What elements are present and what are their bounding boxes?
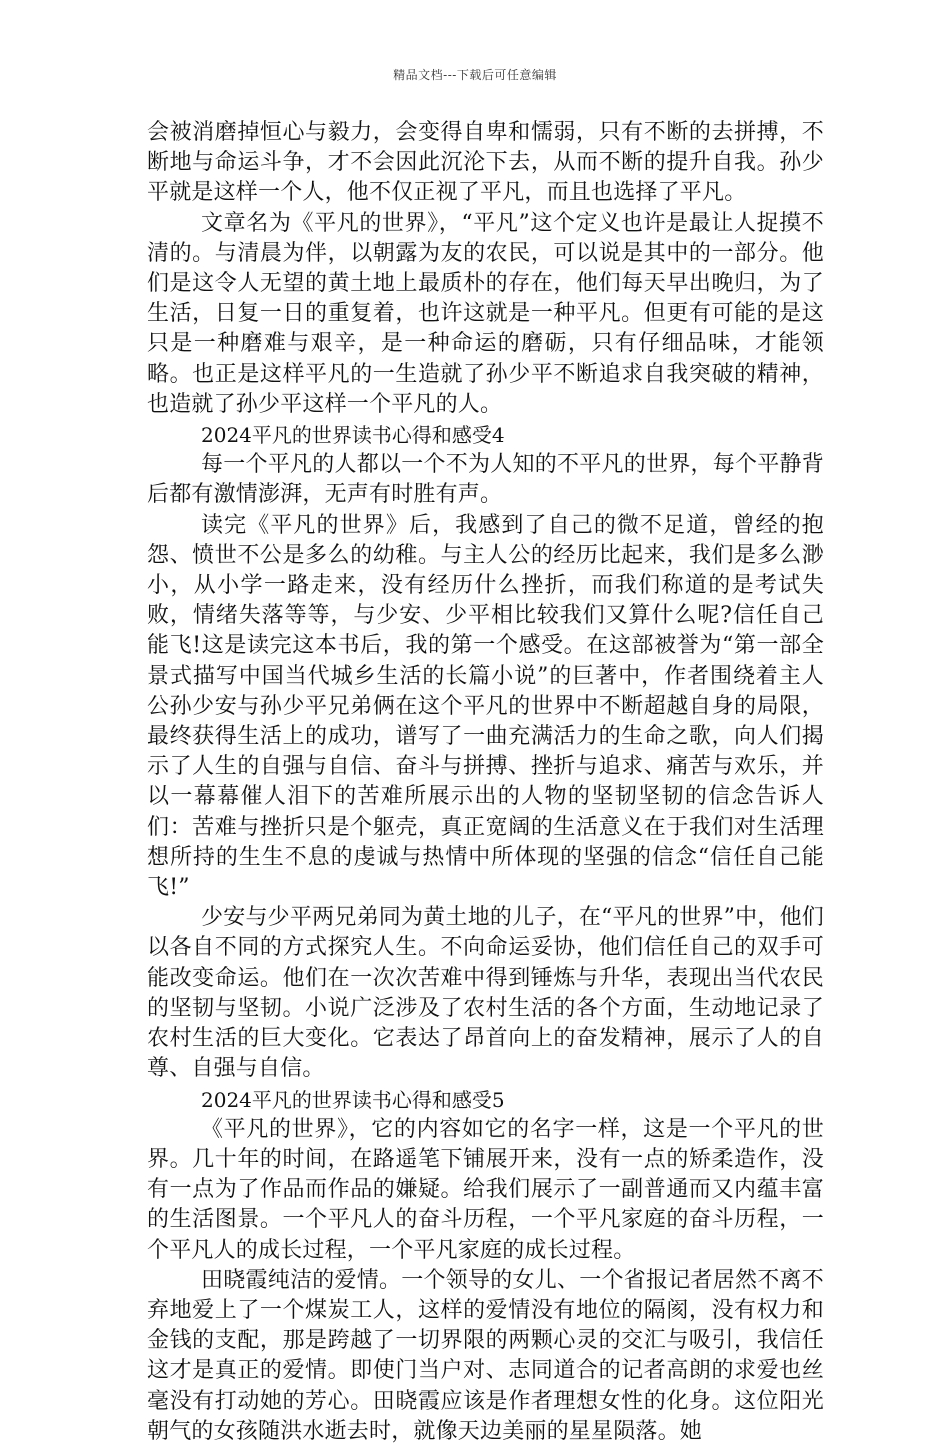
- paragraph: 读完《平凡的世界》后，我感到了自己的微不足道，曾经的抱怨、愤世不公是多么的幼稚。与主人公的经历比起来，我们是多么渺小，从小学一路走来，没有经历什么挫折，而我们称道的是考试失败，情绪失落等等，与少安、少平相比较我们又算什么呢?信任自己能飞!这是读完这本书后，我的第一个感受。在这部被誉为“第一部全景式描写中国当代城乡生活的长篇小说”的巨著中，作者围绕着主人公孙少安与孙少平兄弟俩在这个平凡的世界中不断超越自身的局限，最终获得生活上的成功，谱写了一曲充满活力的生命之歌，向人们揭示了人生的自强与自信、奋斗与拼搏、挫折与追求、痛苦与欢乐，并以一幕幕催人泪下的苦难所展示出的人物的坚韧坚韧的信念告诉人们：苦难与挫折只是个躯壳，真正宽阔的生活意义在于我们对生活理想所持的生生不息的虔诚与热情中所体现的坚强的信念“信任自己能飞!”: [147, 512, 824, 901]
- paragraph: 田晓霞纯洁的爱情。一个领导的女儿、一个省报记者居然不离不弃地爱上了一个煤炭工人，这样的爱情没有地位的隔阂，没有权力和金钱的支配，那是跨越了一切界限的两颗心灵的交汇与吸引，我信任这才是真正的爱情。即使门当户对、志同道合的记者高朗的求爱也丝毫没有打动她的芳心。田晓霞应该是作者理想女性的化身。这位阳光朝气的女孩随洪水逝去时，就像天边美丽的星星陨落。她: [147, 1267, 824, 1444]
- paragraph: 少安与少平两兄弟同为黄土地的儿子，在“平凡的世界”中，他们以各自不同的方式探究人生。不向命运妥协，他们信任自己的双手可能改变命运。他们在一次次苦难中得到锤炼与升华，表现出当代农民的坚韧与坚韧。小说广泛涉及了农村生活的各个方面，生动地记录了农村生活的巨大变化。它表达了昂首向上的奋发精神，展示了人的自尊、自强与自信。: [147, 905, 824, 1082]
- document-body: [147, 118, 824, 1447]
- section-heading: 2024平凡的世界读书心得和感受5: [201, 1087, 505, 1112]
- paragraph: 文章名为《平凡的世界》，“平凡”这个定义也许是最让人捉摸不清的。与清晨为伴，以朝露为友的农民，可以说是其中的一部分。他们是这令人无望的黄土地上最质朴的存在，他们每天早出晚归，为了生活，日复一日的重复着，也许这就是一种平凡。但更有可能的是这只是一种磨难与艰辛，是一种命运的磨砺，只有仔细品味，才能领略。也正是这样平凡的一生造就了孙少平不断追求自我突破的精神，也造就了孙少平这样一个平凡的人。: [147, 210, 824, 417]
- page-header: 精品文档---下载后可任意编辑: [393, 68, 557, 82]
- section-heading: 2024平凡的世界读书心得和感受4: [201, 423, 505, 448]
- paragraph: 会被消磨掉恒心与毅力，会变得自卑和懦弱，只有不断的去拼搏，不断地与命运斗争，才不会因此沉沦下去，从而不断的提升自我。孙少平就是这样一个人，他不仅正视了平凡，而且也选择了平凡。: [147, 120, 824, 206]
- paragraph: 每一个平凡的人都以一个不为人知的不平凡的世界，每个平静背后都有激情澎湃，无声有时胜有声。: [147, 452, 824, 508]
- paragraph: 《平凡的世界》，它的内容如它的名字一样，这是一个平凡的世界。几十年的时间，在路遥笔下铺展开来，没有一点的矫柔造作，没有一点为了作品而作品的嫌疑。给我们展示了一副普通而又内蕴丰富的生活图景。一个平凡人的奋斗历程，一个平凡家庭的奋斗历程，一个平凡人的成长过程，一个平凡家庭的成长过程。: [147, 1116, 824, 1263]
